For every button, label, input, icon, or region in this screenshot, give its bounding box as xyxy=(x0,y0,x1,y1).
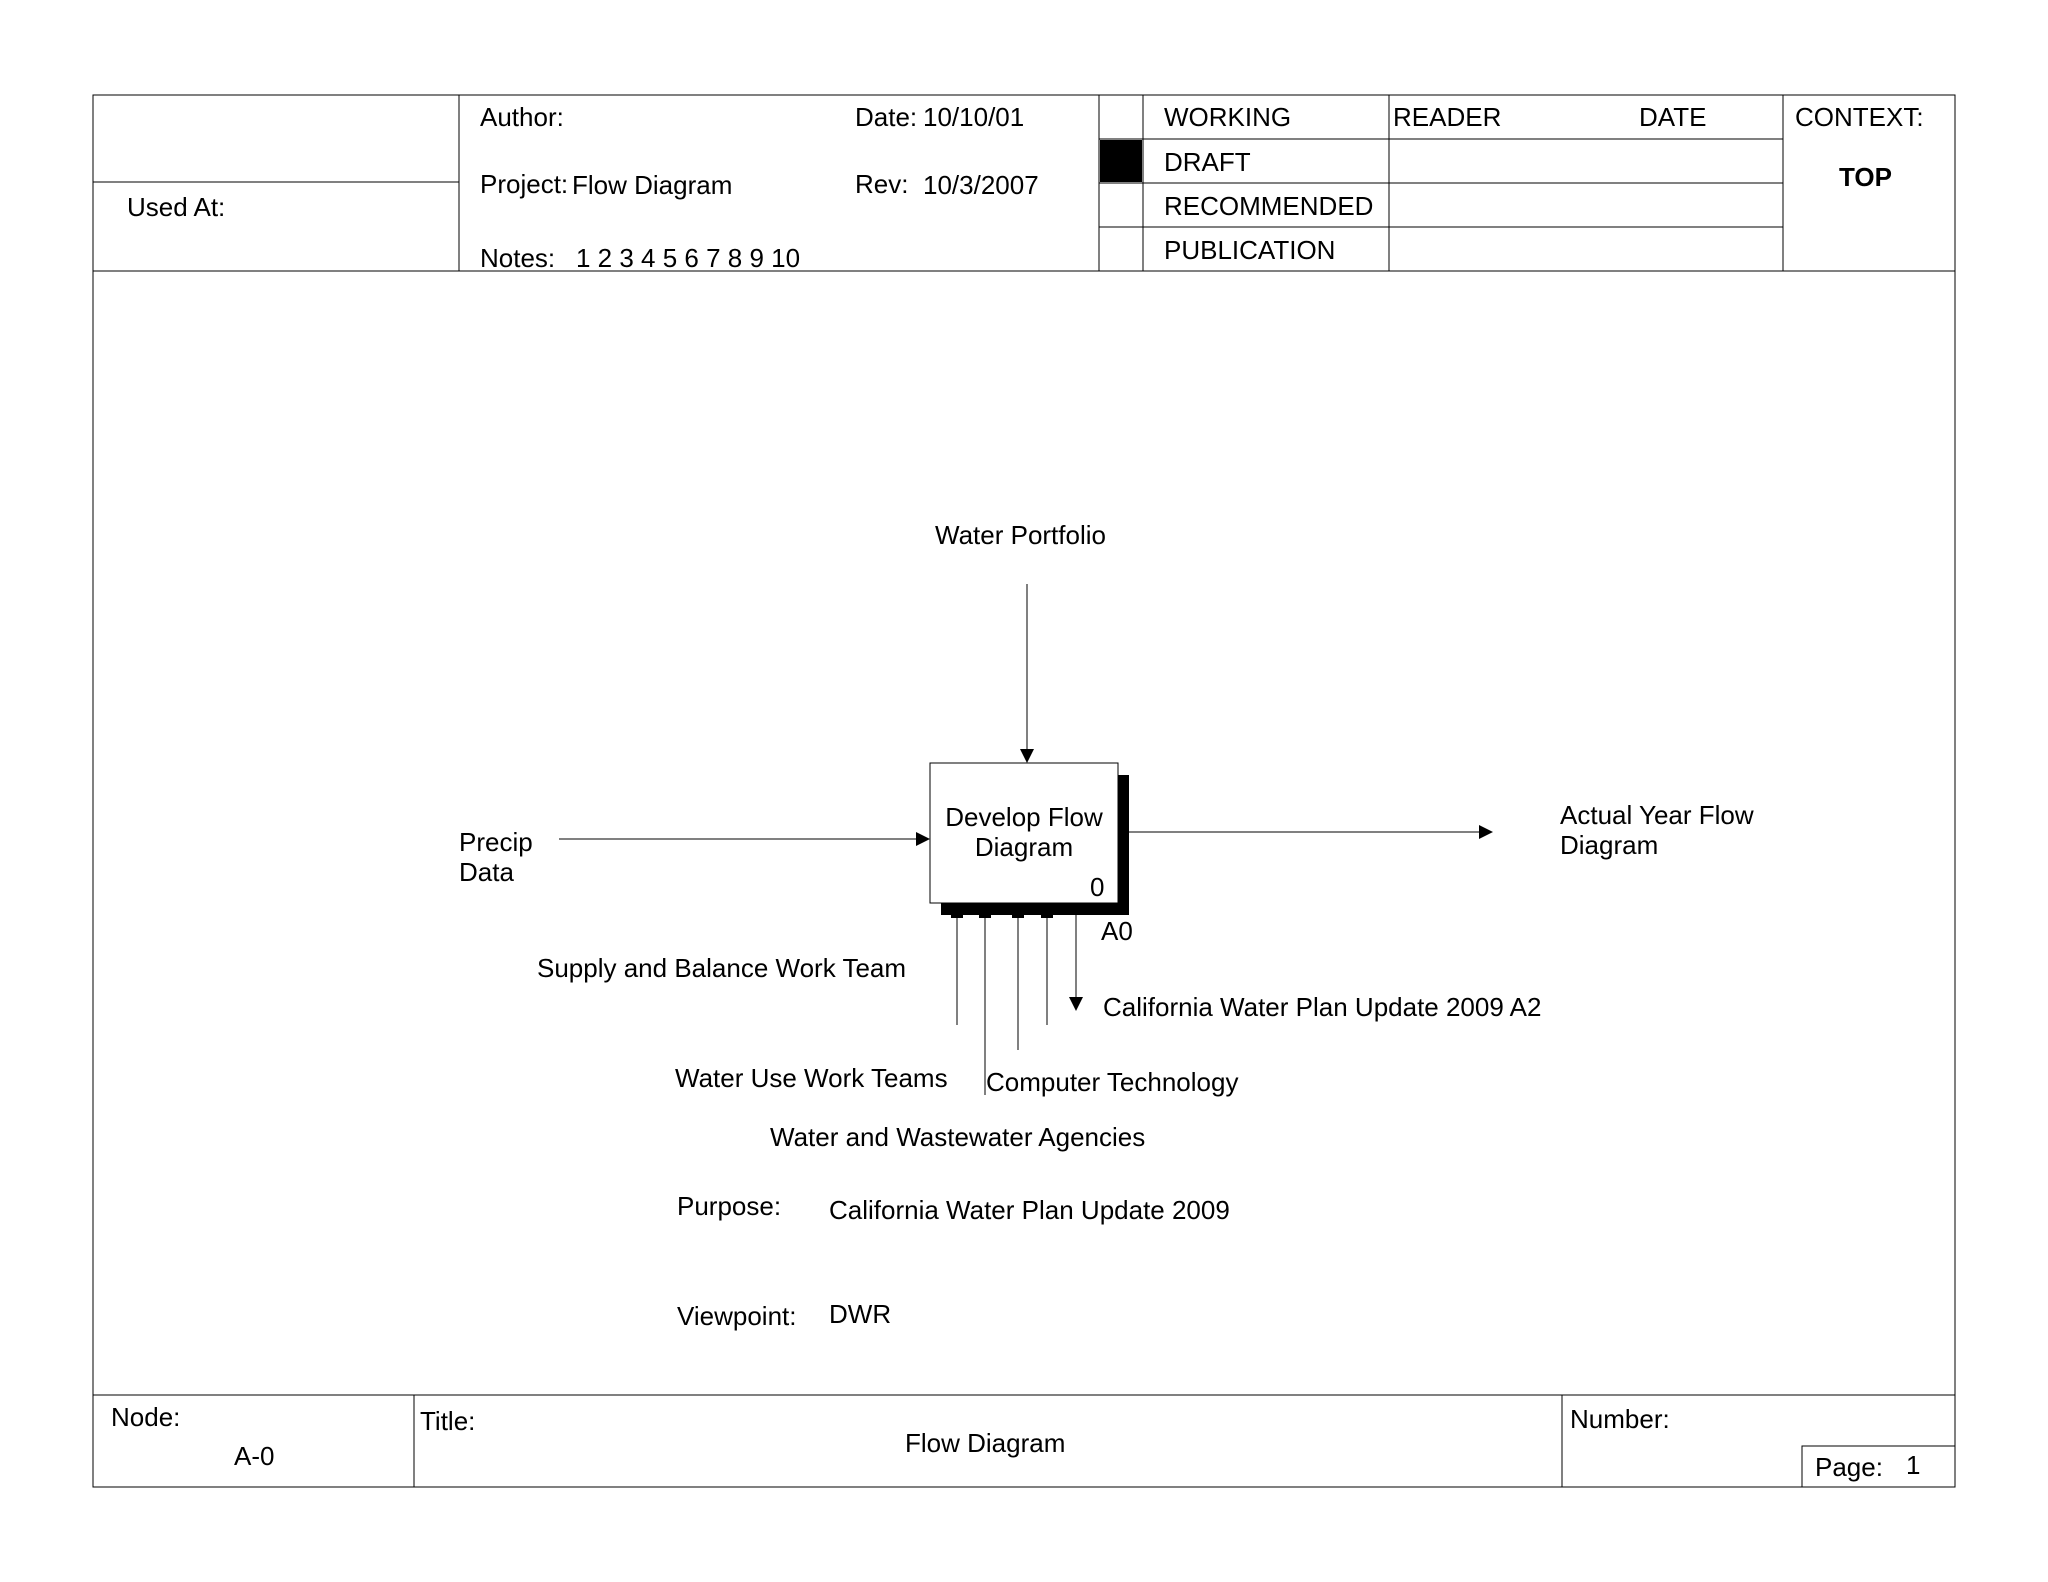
viewpoint-label: Viewpoint: xyxy=(677,1301,797,1331)
project-label: Project: xyxy=(480,169,569,199)
status-recommended-label: RECOMMENDED xyxy=(1164,191,1374,221)
activity-box-shadow-bottom xyxy=(941,903,1129,915)
reader-label: READER xyxy=(1393,102,1502,132)
status-draft-label: DRAFT xyxy=(1164,147,1251,177)
used-at-label: Used At: xyxy=(127,192,226,222)
mechanism-label-4: Computer Technology xyxy=(986,1067,1239,1097)
node-label: Node: xyxy=(111,1402,181,1432)
node-ref: A0 xyxy=(1101,916,1133,946)
activity-box-shadow-right xyxy=(1118,775,1129,915)
date-label: Date: xyxy=(855,102,918,132)
control-arrow xyxy=(1020,584,1034,763)
mechanism-label-3: Water and Wastewater Agencies xyxy=(770,1122,1146,1152)
page-label: Page: xyxy=(1815,1452,1883,1482)
status-checkbox-working[interactable] xyxy=(1100,96,1142,138)
number-label: Number: xyxy=(1570,1404,1670,1434)
status-publication-label: PUBLICATION xyxy=(1164,235,1336,265)
viewpoint-value: DWR xyxy=(829,1299,892,1329)
context-value: TOP xyxy=(1839,162,1892,192)
status-checkbox-recommended[interactable] xyxy=(1100,184,1142,226)
activity-name: Develop Flow Diagram xyxy=(945,802,1103,862)
status-checkbox-draft[interactable] xyxy=(1100,140,1142,182)
notes-label: Notes: xyxy=(480,243,556,273)
purpose-label: Purpose: xyxy=(677,1191,782,1221)
control-label: Water Portfolio xyxy=(935,520,1106,550)
title-label: Title: xyxy=(420,1406,476,1436)
project-value[interactable]: Flow Diagram xyxy=(572,170,733,200)
notes-value: 1 2 3 4 5 6 7 8 9 10 xyxy=(576,243,801,273)
input-arrow xyxy=(559,832,930,846)
output-call-label: California Water Plan Update 2009 A2 xyxy=(1103,992,1542,1022)
rev-label: Rev: xyxy=(855,169,909,199)
date-value[interactable]: 10/10/01 xyxy=(923,102,1025,132)
input-label: Precip Data xyxy=(459,827,533,887)
output-label: Actual Year Flow Diagram xyxy=(1560,800,1754,860)
author-label: Author: xyxy=(480,102,564,132)
rev-value[interactable]: 10/3/2007 xyxy=(923,170,1039,200)
output-arrow xyxy=(1129,825,1493,839)
mechanism-label-1: Supply and Balance Work Team xyxy=(537,953,907,983)
status-checkbox-publication[interactable] xyxy=(1100,228,1142,270)
context-label: CONTEXT: xyxy=(1795,102,1924,132)
node-value: A-0 xyxy=(234,1441,275,1471)
page-value: 1 xyxy=(1906,1450,1921,1480)
status-working-label: WORKING xyxy=(1164,102,1292,132)
output-call-arrow xyxy=(1069,915,1083,1011)
purpose-value: California Water Plan Update 2009 xyxy=(829,1195,1230,1225)
reader-date-label: DATE xyxy=(1639,102,1707,132)
activity-number: 0 xyxy=(1090,872,1105,902)
mechanism-label-2: Water Use Work Teams xyxy=(675,1063,948,1093)
title-value: Flow Diagram xyxy=(905,1428,1066,1458)
